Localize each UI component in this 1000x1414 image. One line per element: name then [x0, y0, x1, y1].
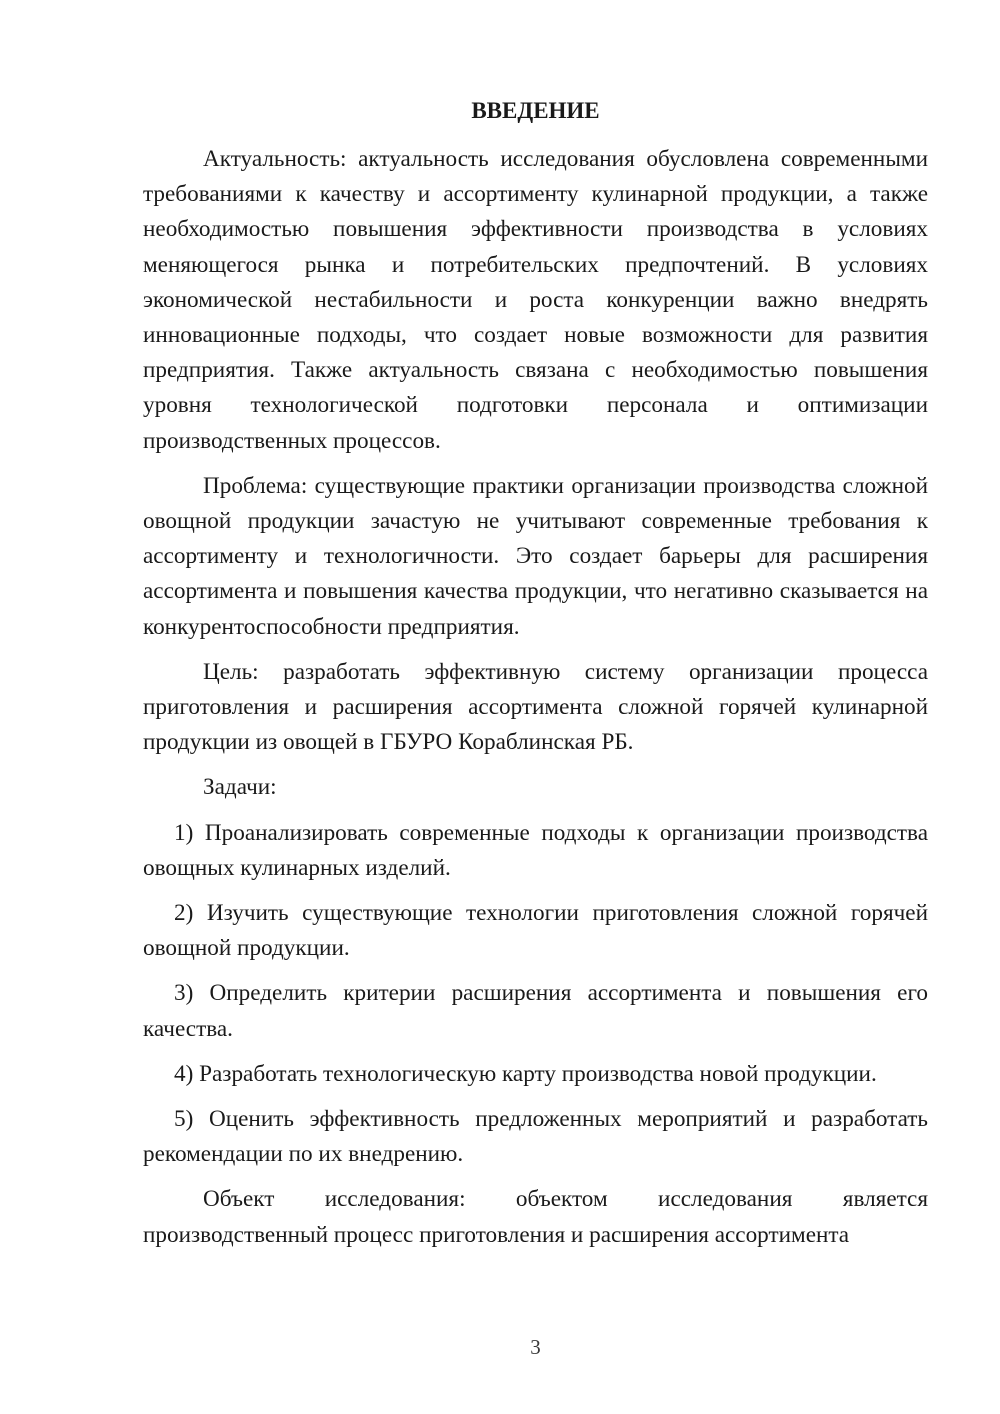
page-title: ВВЕДЕНИЕ — [471, 98, 600, 123]
relevance-paragraph: Актуальность: актуальность исследования обусловлена современными требованиями к качеству и ассортименту кулинарной продукции, а также необходимостью повышения эффективности производства в условиях меняющегося рынка и потребительских предпочтений. В условиях экономической нестабильности и роста конкуренции важно внедрять инновационные подходы, что создает новые возможности для развития предприятия. Также актуальность связана с необходимостью повышения уровня технологической подготовки персонала и оптимизации производственных процессов. — [143, 146, 928, 454]
task-item: 5) Оценить эффективность предложенных мероприятий и разработать рекомендации по их внедрению. — [143, 1106, 928, 1168]
object-paragraph: Объект исследования: объектом исследования является производственный процесс приготовления и расширения ассортимента — [143, 1186, 928, 1248]
task-item: 1) Проанализировать современные подходы к организации производства овощных кулинарных изделий. — [143, 819, 928, 881]
task-item: 4) Разработать технологическую карту производства новой продукции. — [174, 1060, 877, 1087]
tasks-heading: Задачи: — [203, 774, 277, 801]
body-text — [143, 142, 928, 1253]
problem-paragraph: Проблема: существующие практики организации производства сложной овощной продукции зачастую не учитывают современные требования к ассортименту и технологичности. Это создает барьеры для расширения ассортимента и повышения качества продукции, что негативно сказывается на конкурентоспособности предприятия. — [143, 472, 928, 640]
task-item: 2) Изучить существующие технологии приготовления сложной горячей овощной продукции. — [143, 900, 928, 962]
task-item: 3) Определить критерии расширения ассортимента и повышения его качества. — [143, 980, 928, 1042]
page-number: 3 — [530, 1335, 541, 1359]
goal-paragraph: Цель: разработать эффективную систему организации процесса приготовления и расширения ассортимента сложной горячей кулинарной продукции из овощей в ГБУРО Кораблинская РБ. — [143, 658, 928, 756]
